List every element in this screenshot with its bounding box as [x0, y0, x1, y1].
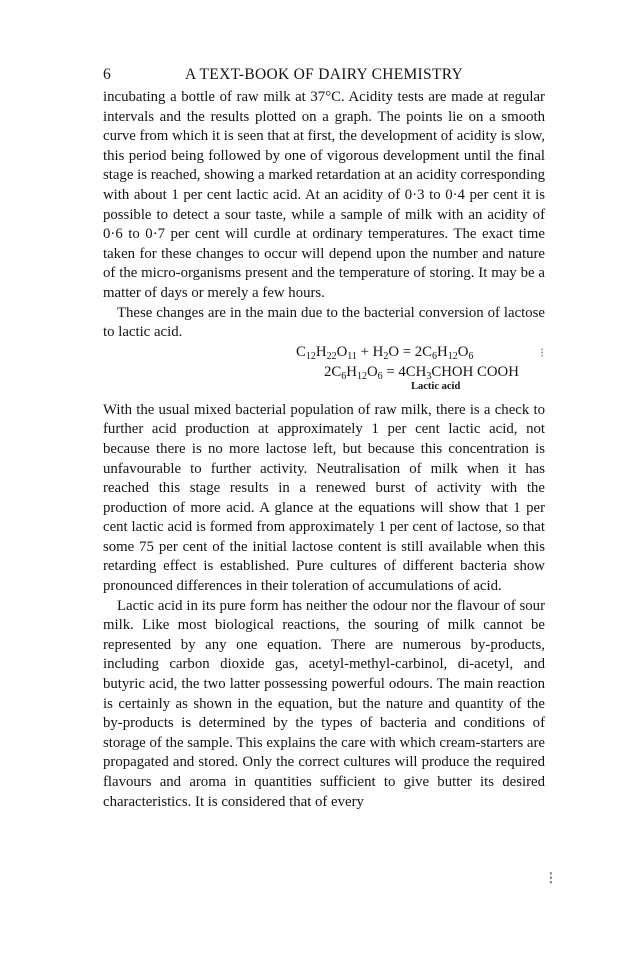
running-title: A TEXT-BOOK OF DAIRY CHEMISTRY	[185, 66, 463, 83]
paragraph-4: Lactic acid in its pure form has neither the odour nor the flavour of sour milk. Like most biological reactions, the souring of milk cannot be represented by any one equation. There are numerous by-products, including carbon dioxide gas, acetyl-methyl-carbinol, di-acetyl, and butyric acid, the two latter possessing powerful odours. The main reaction is certainly as shown in the equation, but the nature and quantity of the by-products is determined by the types of bacteria and conditions of storage of the sample. This explains the care with which cream-starters are propagated and stored. Only the correct cultures will produce the required flavours and aroma in quantities sufficient to give butter its desired characteristics. It is considered that of every	[103, 597, 545, 810]
chemical-equations	[103, 343, 545, 401]
equation-lactic-acid: $2C_6H_{12}O_6$ = $4CH_3CHOH$ COOH	[324, 363, 519, 382]
body-text	[103, 88, 545, 812]
page-number: 6	[103, 66, 112, 83]
paragraph-1: incubating a bottle of raw milk at 37°C. Acidity tests are made at regular intervals and the results plotted on a graph. The points lie on a smooth curve from which it is seen that at first, the development of acidity is slow, this period being followed by one of vigorous development until the final stage is reached, showing a marked retardation at an acidity corresponding with about 1 per cent lactic acid. At an acidity of 0·3 to 0·4 per cent it is possible to detect a sour taste, while a sample of milk with an acidity of 0·6 to 0·7 per cent will curdle at ordinary temperatures. The exact time taken for these changes to occur will depend upon the number and nature of the micro-organisms present and the temperature of storing. It may be a matter of days or merely a few hours.	[103, 89, 546, 301]
paragraph-3: With the usual mixed bacterial population of raw milk, there is a check to further acid production at approximately 1 per cent lactic acid, not because there is no more lactose left, but because this concentration is unfavourable to further activity. Neutralisation of milk when it has reached this stage results in a renewed burst of activity with the production of more acid. A glance at the equations will show that 1 per cent lactic acid is formed from approximately 1 per cent of lactose, so that some 75 per cent of the initial lactose content is still available when this retarding effect is established. Pure cultures of different bacteria show pronounced differences in their toleration of accumulations of acid.	[103, 401, 545, 595]
margin-speck: ⁝	[548, 868, 554, 888]
margin-speck: ⁝	[540, 345, 545, 360]
equation-lactose-hydrolysis: $C_{12}H_{22}O_{11} + H_2O = 2C_6H_{12}O_6$	[296, 343, 474, 362]
lactic-acid-label: Lactic acid	[411, 380, 461, 392]
running-head	[103, 66, 545, 86]
paragraph-2: These changes are in the main due to the bacterial conversion of lactose to lactic acid.	[103, 304, 545, 341]
